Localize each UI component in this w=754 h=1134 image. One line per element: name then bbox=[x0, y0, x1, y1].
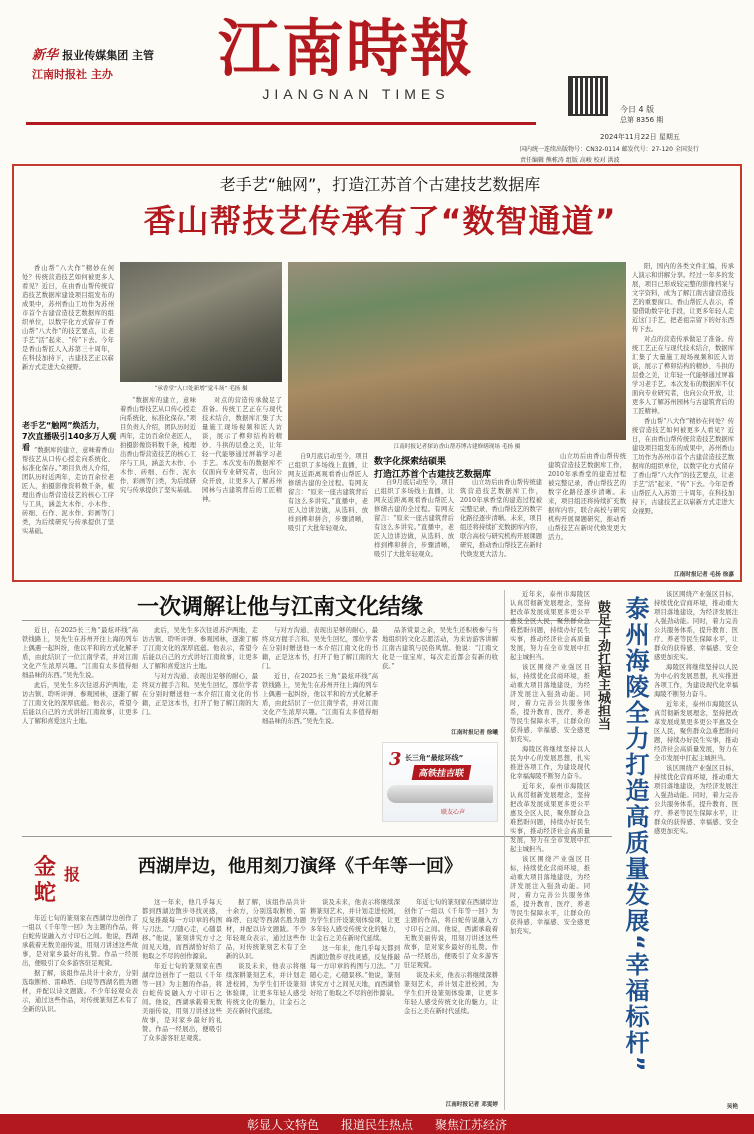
lead-box-title bbox=[374, 454, 542, 480]
wu-col-1: 近日，在2025长三角“最炫环线”高铁线路上，吴先生在苏州开往上海的列车上偶遇一起纠纷，他以平和的方式化解矛盾，由此结识了一位江南学者，并对江南文化产生浓厚兴趣。“江南有太多值得细细品味的东西。”吴先生说。 此后，吴先生多次往返苏沪两地，走访古镇、聆听评弹、参观园林，逐渐了解了江南文化的深厚底蕴。他表示，希望今后能以自己的方式讲好江南故事，让更多人了解和喜爱这片土地。 bbox=[22, 627, 138, 725]
label-char-3: 报 bbox=[64, 865, 81, 884]
lead-col-8: 阳，国内的各类文件汇编，传承人演示和讲解分享。经过一年多的发展，项目已形成较完整的影像档案与文字资料，成为了解江南古建营造技艺的重要窗口。香山帮匠人表示，希望借助数字化手段，让更多年轻人走近这门手艺，把老祖宗留下的好东西传下去。 对点的营造传承做足了准备。传统工艺正在与现代技术结合，数据库汇集了大量施工现场视频和匠人访谈，展示了榫卯结构的精妙、斗拱的层叠之美，让年轻一代能够通过屏幕学习老手艺。本次发布的数据库不仅面向专业研究者，也向公众开放，让更多人了解苏州园林与古建筑背后的工匠精神。 香山帮“八大作”精妙在何处？传统营造技艺如何被更多人看见？近日，在由香山帮传统营造技艺数据库建设项目组发布的成果中，苏州香山工坊作为苏州市首个古建营造技艺数据库的组织单位，以数字化方式留存了香山帮“八大作”的技艺要点，让老手艺“活”起来、“传”下去。今年是香山帮匠人入苏第三十周年，在科技加持下，古建技艺正以崭新方式走进大众视野。 bbox=[632, 263, 734, 515]
lead-col-7: 山立坊后由香山帮传统建筑营造技艺数据库工作，2010年承香堂的建造过程被完整记录，香山帮技艺的数字化路径逐步清晰。未来，项目组还将持续扩充数据库内容，联合高校与研究机构开展课题研究，推动香山帮技艺在新时代焕发更大活力。 bbox=[548, 453, 626, 541]
lead-photo-left bbox=[120, 262, 282, 382]
lead-headline: 香山帮技艺传承有了“数智通道” bbox=[143, 202, 617, 240]
newspaper-title-en: JIANGNAN TIMES bbox=[262, 86, 450, 102]
xihu-col-5: 年近七旬的篆刻家在西湖岸边创作了一组以《千年等一回》为主题的作品，将白蛇传说融入方寸印石之间。他说，西湖承载着无数美丽传说，用刻刀讲述这些故事，是对家乡最好的礼赞。作品一经展出，便吸引了众多游客驻足观赏。 谈及未来，他表示将继续深耕篆刻艺术，并计划走进校园，为学生们开设篆刻体验课，让更多年轻人感受传统文化的魅力，让金石之美在新时代延续。 bbox=[404, 899, 498, 1015]
group-line: 报业传媒集团 主管 bbox=[62, 49, 155, 62]
label-char-2: 蛇 bbox=[34, 880, 57, 906]
masthead-rule bbox=[26, 122, 536, 125]
banner-sub: 高铁挂吉联 bbox=[412, 765, 472, 780]
wu-byline: 江南时报记者 徐曦 bbox=[451, 730, 498, 736]
subhead-line-2: 7次直播吸引140多万人观看 bbox=[22, 432, 117, 452]
lead-col-2: “数据库的建立，意味着香山帮技艺从口传心授走向系统化、标准化保存。”项目负责人介绍，团队历时近两年，走访百余位老匠人，拍摄影像资料数千条，梳理出香山帮营造技艺的核心工序与工具，涵盖大木作、小木作、砖细、石作、泥水作、彩画等门类，为后续研究与传承提供了坚实基础。 bbox=[120, 397, 196, 494]
banner-number: 3 bbox=[389, 749, 402, 770]
xihu-col-4: 谈及未来，他表示将继续深耕篆刻艺术，并计划走进校园，为学生们开设篆刻体验课，让更多年轻人感受传统文化的魅力，让金石之美在新时代延续。 这一年来，他几乎每天都到西湖边散步寻找灵感，反复推敲每一方印章的构图与刀法。“刀随心走，心随景移。”他说，篆刻讲究方寸之间见天地，而西湖恰好给了他取之不尽的创作源泉。 bbox=[310, 899, 400, 997]
taizhou-col-2: 该区围绕产业强区目标，持续优化营商环境，推动重大项目落地建设，为经济发展注入强劲动能。同时，着力完善公共服务体系，提升教育、医疗、养老等民生保障水平，让群众的获得感、幸福感、安全感更加充实。 海陵区将继续坚持以人民为中心的发展思想，扎实推进各项工作，为建设现代化幸福海陵不断努力奋斗。 近年来，泰州市海陵区认真贯彻新发展理念，坚持把改革发展成果更多更公平惠及全区人民，聚焦群众急难愁盼问题，持续办好民生实事，推动经济社会高质量发展，努力在全市发展中扛起主城担当。 该区围绕产业强区目标，持续优化营商环境，推动重大项目落地建设，为经济发展注入强劲动能。同时，着力完善公共服务体系，提升教育、医疗、养老等民生保障水平，让群众的获得感、幸福感、安全感更加充实。 bbox=[654, 591, 738, 835]
lead-col-5: 自9月底启动至今，项目已组织了多场线上直播，让网友近距离观看香山帮匠人修缮古建的全过程。有网友留言：“原来一座古建筑背后有这么多讲究。”直播中，老匠人边讲边做，从选料、放样到榫卯拼合，步骤清晰，吸引了大批年轻观众。 bbox=[374, 479, 454, 558]
lead-kicker: 老手艺“触网”，打造江苏首个古建技艺数据库 bbox=[219, 175, 541, 194]
box-title-line-1: 数字化探索结硕果 bbox=[374, 457, 447, 467]
column-divider-1 bbox=[504, 590, 505, 1110]
wu-col-4: 品茶赏景之余，吴先生还积极参与当地组织的文化志愿活动，为来访游客讲解江南古建筑与民俗风情。他说：“江南文化是一座宝库，每次走近都会有新的收获。” bbox=[382, 627, 498, 670]
footer-slogan-1: 彰显人文特色 bbox=[246, 1117, 319, 1132]
lead-col-4: 自9月底启动至今，项目已组织了多场线上直播，让网友近距离观看香山帮匠人修缮古建的全过程。有网友留言：“原来一座古建筑背后有这么多讲究。”直播中，老匠人边讲边做，从选料、放样到榫卯拼合，步骤清晰，吸引了大批年轻观众。 bbox=[288, 453, 368, 532]
banner-title: 长三角“最炫环线” bbox=[405, 754, 464, 762]
xihu-col-1: 年近七旬的篆刻家在西湖岸边创作了一组以《千年等一回》为主题的作品，将白蛇传说融入方寸印石之间。他说，西湖承载着无数美丽传说，用刻刀讲述这些故事，是对家乡最好的礼赞。作品一经展出，便吸引了众多游客驻足观赏。 据了解，该组作品共计十余方，分别选取断桥、雷峰塔、白堤等西湖名胜为题材，并配以诗文题跋。不少年轻观众表示，通过这些作品，对传统篆刻艺术有了全新的认识。 bbox=[22, 915, 138, 1013]
issue-date: 2024年11月22日 星期五 bbox=[600, 133, 680, 141]
footer-slogan-2: 报道民生热点 bbox=[340, 1117, 413, 1132]
qr-code bbox=[568, 76, 608, 116]
issue-pages: 今日 4 版 bbox=[620, 105, 655, 114]
golden-snake-label bbox=[30, 846, 90, 906]
serial-number: 总第 8356 期 bbox=[620, 116, 664, 124]
lead-byline: 江南时报记者 毛扬 徐嘉 bbox=[674, 572, 734, 578]
xihu-col-2: 这一年来，他几乎每天都到西湖边散步寻找灵感，反复推敲每一方印章的构图与刀法。“刀随心走，心随景移。”他说，篆刻讲究方寸之间见天地，而西湖恰好给了他取之不尽的创作源泉。 年近七旬的篆刻家在西湖岸边创作了一组以《千年等一回》为主题的作品，将白蛇传说融入方寸印石之间。他说，西湖承载着无数美丽传说，用刻刀讲述这些故事，是对家乡最好的礼赞。作品一经展出，便吸引了众多游客驻足观赏。 bbox=[142, 899, 222, 1042]
newspaper-title: 江南時報 bbox=[218, 12, 475, 85]
publisher-block bbox=[32, 44, 182, 92]
wu-col-2: 此后，吴先生多次往返苏沪两地，走访古镇、聆听评弹、参观园林，逐渐了解了江南文化的深厚底蕴。他表示，希望今后能以自己的方式讲好江南故事，让更多人了解和喜爱这片土地。 与对方沟通、表现出足够的耐心，最终双方握手言和。吴先生回忆，那位学者在分别时赠送他一本介绍江南文化的书籍，正是这本书，打开了他了解江南的大门。 bbox=[142, 627, 258, 716]
taizhou-headline: 泰州海陵全力打造高质量发展“幸福标杆” bbox=[621, 596, 649, 1074]
lead-col-1: 香山帮“八大作”精妙在何处？传统营造技艺如何被更多人看见？近日，在由香山帮传统营造技艺数据库建设项目组发布的成果中，苏州香山工坊作为苏州市首个古建营造技艺数据库的组织单位，以数字化方式留存了香山帮“八大作”的技艺要点，让老手艺“活”起来、“传”下去。今年是香山帮匠人入苏第三十周年，在科技加持下，古建技艺正以崭新方式走进大众视野。 bbox=[22, 265, 114, 371]
sub-publisher: 江南时报社 主办 bbox=[32, 68, 113, 81]
taizhou-deck: 鼓足干劲扛起主城担当 bbox=[595, 600, 610, 730]
xihu-headline: 西湖岸边，他用刻刀演绎《千年等一回》 bbox=[138, 856, 462, 877]
lead-col-3: 对点的营造传承做足了准备。传统工艺正在与现代技术结合，数据库汇集了大量施工现场视频和匠人访谈，展示了榫卯结构的精妙、斗拱的层叠之美，让年轻一代能够通过屏幕学习老手艺。本次发布的数据库不仅面向专业研究者，也向公众开放，让更多人了解苏州园林与古建筑背后的工匠精神。 bbox=[202, 397, 282, 503]
lead-col-1b: “数据库的建立，意味着香山帮技艺从口传心授走向系统化、标准化保存。”项目负责人介绍，团队历时近两年，走访百余位老匠人，拍摄影像资料数千条，梳理出香山帮营造技艺的核心工序与工具，涵盖大木作、小木作、砖细、石作、泥水作、彩画等门类，为后续研究与传承提供了坚实基础。 bbox=[22, 447, 114, 535]
taizhou-col-1: 近年来，泰州市海陵区认真贯彻新发展理念，坚持把改革发展成果更多更公平惠及全区人民，聚焦群众急难愁盼问题，持续办好民生实事，推动经济社会高质量发展，努力在全市发展中扛起主城担当。 该区围绕产业强区目标，持续优化营商环境，推动重大项目落地建设，为经济发展注入强劲动能。同时，着力完善公共服务体系，提升教育、医疗、养老等民生保障水平，让群众的获得感、幸福感、安全感更加充实。 海陵区将继续坚持以人民为中心的发展思想，扎实推进各项工作，为建设现代化幸福海陵不断努力奋斗。 近年来，泰州市海陵区认真贯彻新发展理念，坚持把改革发展成果更多更公平惠及全区人民，聚焦群众急难愁盼问题，持续办好民生实事，推动经济社会高质量发展，努力在全市发展中扛起主城担当。 该区围绕产业强区目标，持续优化营商环境，推动重大项目落地建设，为经济发展注入强劲动能。同时，着力完善公共服务体系，提升教育、医疗、养老等民生保障水平，让群众的获得感、幸福感、安全感更加充实。 bbox=[510, 591, 590, 935]
xihu-byline: 江南时报记者 邓雯婷 bbox=[445, 1102, 498, 1108]
box-title-line-2: 打造江苏首个古建技艺数据库 bbox=[374, 470, 492, 480]
xinhua-seal: 新华 bbox=[32, 48, 59, 63]
train-graphic bbox=[387, 785, 493, 803]
label-char-1: 金 bbox=[34, 854, 57, 880]
subhead-line-1: 老手艺“触网”焕活力， bbox=[22, 421, 105, 430]
rail-banner bbox=[382, 742, 498, 822]
taizhou-byline: 吴艳 bbox=[726, 1104, 738, 1110]
publish-info: 国内统一连续出版物号：CN32-0114 邮发代号：27-120 全国发行 bbox=[520, 146, 699, 153]
xihu-col-3: 据了解，该组作品共计十余方，分别选取断桥、雷峰塔、白堤等西湖名胜为题材，并配以诗文题跋。不少年轻观众表示，通过这些作品，对传统篆刻艺术有了全新的认识。 谈及未来，他表示将继续深耕篆刻艺术，并计划走进校园，为学生们开设篆刻体验课，让更多年轻人感受传统文化的魅力，让金石之美在新时代延续。 bbox=[226, 899, 306, 1015]
lead-col-6: 山立坊后由香山帮传统建筑营造技艺数据库工作，2010年承香堂的建造过程被完整记录，香山帮技艺的数字化路径逐步清晰。未来，项目组还将持续扩充数据库内容，联合高校与研究机构开展课题研究，推动香山帮技艺在新时代焕发更大活力。 bbox=[460, 479, 542, 558]
lead-photo-right-caption: 江南时报记者探访香山帮苏博古建修缮现场 毛扬 摄 bbox=[393, 444, 521, 450]
lead-photo-right bbox=[288, 262, 626, 440]
editor-line: 责任编辑 熊栋涛 组版 高峻 校对 洪波 bbox=[520, 157, 620, 164]
footer-band bbox=[0, 1114, 754, 1134]
lead-photo-left-caption: “承香堂”入口处新增“觉斗场” 毛扬 摄 bbox=[154, 386, 248, 392]
wu-col-3: 与对方沟通、表现出足够的耐心，最终双方握手言和。吴先生回忆，那位学者在分别时赠送他一本介绍江南文化的书籍，正是这本书，打开了他了解江南的大门。 近日，在2025长三角“最炫环线”高铁线路上，吴先生在苏州开往上海的列车上偶遇一起纠纷，他以平和的方式化解矛盾，由此结识了一位江南学者，并对江南文化产生浓厚兴趣。“江南有太多值得细细品味的东西。”吴先生说。 bbox=[262, 627, 378, 725]
footer-slogan-3: 聚焦江苏经济 bbox=[435, 1117, 508, 1132]
banner-tag: 联友心声 bbox=[441, 809, 466, 816]
wu-headline: 一次调解让他与江南文化结缘 bbox=[136, 595, 423, 620]
